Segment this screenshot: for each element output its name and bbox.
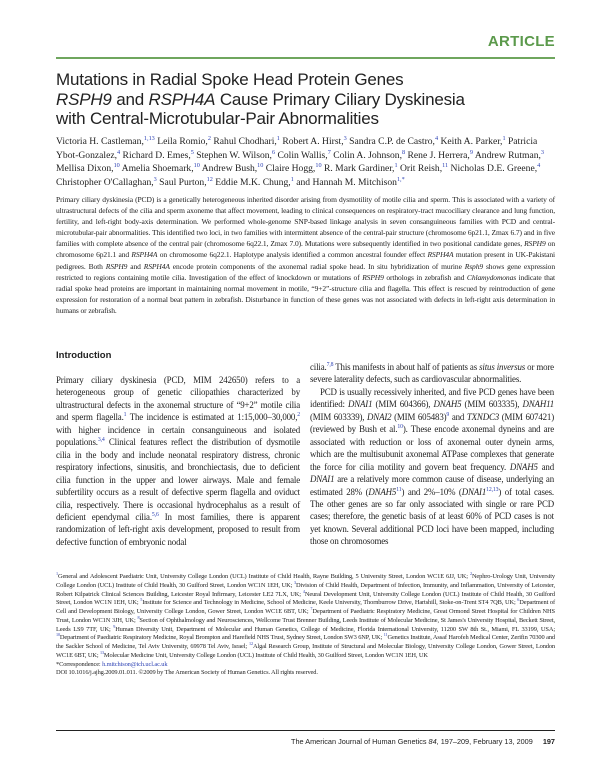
text-run: Mellisa Dixon, [56, 163, 114, 175]
text-run: Robert A. Hirst, [279, 136, 344, 147]
italic-term: DNAI1 [461, 486, 487, 497]
text-run: In most families, there is apparent randomization of left-right axis development, proposed to result from defective function of embryonic nodal [56, 511, 300, 547]
text-run: indicate that radial spoke head proteins are important in maintaining normal movement in motile, “9+2”-structure cilia and flagella. This effect is rescued by reintroduction of gene expression for restoration of a normal beat pattern in zebrafish. Disturbance in function of these genes was not associated with defects in left-right axis determination in humans or zebrafish. [56, 272, 556, 315]
text-run: Clinical features reflect the distribution of dysmotile cilia in the body and include neonatal respiratory distress, chronic respiratory infections, sinusitis, and bronchiectasis, due to deficient cilia function in the upper and lower airways. Male and female subfertility occurs as a result of defective sperm flagella and oviduct cilia, respectively. There is occasional hydrocephalus as a result of deficient ependymal cilia. [56, 437, 300, 522]
reference-superscript: 5 [140, 597, 143, 603]
reference-superscript: 9 [113, 623, 116, 629]
italic-term: DNAH11 [522, 399, 555, 410]
doi-copyright: DOI 10.1016/j.ajhg.2009.01.011. ©2009 by The American Society of Human Genetics. All rights reserved. [56, 669, 318, 677]
reference-superscript: 10 [193, 162, 200, 169]
reference-superscript: 1,13 [143, 134, 155, 142]
italic-term: Rsph9 [464, 261, 484, 271]
text-run: Saul Purton, [156, 176, 207, 188]
reference-superscript: 10 [257, 162, 264, 169]
text-run: encode protein components of the axonemal radial spoke head. In situ hybridization of murine [169, 261, 465, 271]
italic-term: RSPH9 [362, 272, 384, 282]
affiliations [56, 570, 556, 661]
reference-superscript[interactable]: 5,6 [151, 512, 159, 519]
reference-superscript: 6 [517, 597, 520, 603]
reference-superscript: 4 [117, 148, 121, 156]
text-run: Keith A. Parker, [438, 136, 503, 147]
correspondence [56, 661, 555, 670]
italic-term: RSPH4A [427, 250, 454, 260]
reference-superscript: 7 [327, 148, 331, 156]
text-run: The incidence is estimated at 1:15,000–30,000, [126, 412, 298, 423]
text-run: Leila Romio, [154, 136, 208, 147]
reference-superscript: 1 [394, 162, 398, 169]
reference-superscript[interactable]: 2 [297, 412, 300, 419]
reference-superscript[interactable]: 10 [397, 424, 403, 431]
text-run: and [127, 261, 144, 271]
text-run: Department of Paediatric Respiratory Medicine, Great Ormond Street Hospital for Children NHS Trust, London WC1N 3JH, UK; [56, 608, 555, 624]
text-run: Algal Research Group, Institute of Structural and Molecular Biology, University College London, Gower Street, London WC1E 6BT, UK; [56, 643, 555, 659]
reference-superscript: 3 [153, 175, 157, 183]
text-run: Christopher O'Callaghan, [56, 176, 154, 188]
text-run: Sandra C.P. de Castro, [346, 136, 435, 147]
text-run: and Hannah M. Mitchison [293, 176, 397, 188]
reference-superscript: 2 [469, 570, 472, 576]
text-run: Richard D. Emes, [120, 149, 191, 161]
text-run: and [449, 411, 467, 422]
reference-superscript: 2 [207, 134, 211, 142]
text-run: Department of Paediatric Respiratory Medicine, Royal Brompton and Harefield NHS Trust, Sydney Street, London SW3 6NP, UK; [59, 634, 384, 642]
italic-term: RSPH9 [56, 89, 112, 109]
text-run: orthologs in zebrafish and [383, 272, 467, 282]
body-paragraph [310, 386, 554, 548]
text-run: Department of Cell and Development Biology, University College London, Gower Street, London WC1E 6BT, UK; [56, 599, 556, 615]
italic-term: RSPH9 [105, 261, 128, 271]
text-run: on chromosome 6q22.1. Haplotype analysis identified a common ancestral founder effect [157, 250, 428, 260]
body-column-left [56, 374, 300, 548]
italic-term: RSPH4A [131, 250, 158, 260]
text-run: Cause Primary Ciliary Dyskinesia [215, 89, 465, 109]
body-column-right [310, 361, 554, 548]
text-run: Neural Development Unit, University College London (UCL) Institute of Child Health, 30 Guilford Street, London WC1N 1EH, UK; [56, 590, 555, 607]
reference-superscript: 4 [537, 162, 541, 169]
text-run: ) of total cases. The other genes are so far only associated with single or rare PCD cases; therefore, the genetic basis of at least 60% of PCD cases is not yet known. Several additional PCD loci have been mapped, including those on chromosomes [310, 486, 554, 547]
italic-term: Chlamydomonas [466, 272, 517, 282]
text-run: (MIM 603335), [461, 399, 523, 410]
italic-term: RSPH9 [524, 239, 546, 249]
reference-superscript: 11 [442, 162, 449, 169]
reference-superscript: 8 [401, 148, 406, 156]
reference-superscript: 3 [293, 579, 296, 585]
text-run: Rene J. Herrera, [405, 149, 470, 161]
text-run: Primary ciliary dyskinesia (PCD) is a genetically heterogeneous inherited disorder arising from dysmotility of motile cilia and sperm. This is associated with a variety of ultrastructural defects of the cilia and sperm axoneme that affect movement, leading to clinical consequences on respiratory-tract mucociliary clearance and lung function, fertility, and left-right body-axis determination. We performed whole-genome SNP-based linkage analysis in seven consanguineous families with PCD and central-microtubular-pair abnormalities. This identified two loci, in two families with intermittent absence of the central-pair structure (chromosome 6p21.1, Zmax 6.7) and in five families with complete absence of the central pair (chromosome 6q22.1, Zmax 7.0). Mutations were subsequently identified in two positional candidate genes, [56, 195, 555, 249]
body-paragraph [56, 374, 300, 548]
text-run: Claire Hogg, [263, 163, 316, 175]
reference-superscript[interactable]: 11 [396, 486, 402, 493]
reference-superscript: 1 [290, 175, 294, 183]
article-title [56, 70, 536, 129]
italic-term: situs inversus [479, 362, 526, 372]
reference-superscript[interactable]: 7,8 [326, 362, 334, 369]
text-run: or more severe laterality defects, such as cardiovascular abnormalities. [310, 362, 554, 385]
reference-superscript: 9 [469, 148, 473, 156]
reference-superscript: 1 [276, 134, 280, 142]
text-run: Division of Child Health, Department of Infection, Immunity, and Inflammation, University of Leicester, Robert Kilpatrick Clinical Sciences Building, Leicester Royal Infirmary, Leicester LE2 7LX, UK; [56, 581, 555, 598]
text-run: Victoria H. Castleman, [56, 136, 144, 147]
text-run: Stephen W. Wilson, [193, 149, 272, 161]
reference-superscript[interactable]: 9 [446, 411, 450, 418]
text-run: Nicholas D.E. Greene, [448, 163, 538, 175]
text-run: R. Mark Gardiner, [321, 163, 395, 175]
text-run: Eddie M.K. Chung, [212, 176, 291, 188]
text-run: General and Adolescent Paediatric Unit, University College London (UCL) Institute of Child Health, Rayne Building, 5 University Street, London WC1E 6JJ, UK; [57, 573, 470, 580]
correspondence-email-link[interactable]: h.mitchison@ich.ucl.ac.uk [102, 660, 168, 668]
journal-name: The American Journal of Human Genetics [291, 737, 429, 746]
italic-term: RSPH4A [148, 89, 216, 109]
reference-superscript: 4 [434, 134, 439, 142]
page-number: 197 [542, 737, 555, 746]
text-run: Genetics Institute, Assaf Harofeh Medical Center, Zerifin 70300 and the Sackler School of Medicine, Tel Aviv University, 69978 Tel Aviv, Israel; [56, 634, 555, 650]
text-run: Amelia Shoemark, [119, 163, 194, 175]
text-run: Nephro-Urology Unit, University College London (UCL) Institute of Child Health, 30 Guilford Street, London WC1N 1EH, UK; [56, 573, 555, 589]
text-run: Molecular Medicine Unit, University College London (UCL) Institute of Child Health, 30 Guilford Street, London WC1N 1EH, UK [103, 651, 428, 659]
reference-superscript: 3 [540, 148, 545, 156]
reference-superscript: 4 [302, 588, 305, 594]
italic-term: DNAI1 [347, 399, 373, 410]
text-run: (MIM 605483) [391, 411, 447, 422]
text-run: mutation present in UK-Pakistani pedigrees. Both [56, 250, 555, 271]
italic-term: DNAH5 [509, 461, 538, 472]
text-run: Andrew Rutman, [472, 149, 541, 161]
author-list [56, 135, 556, 189]
text-run: Mutations in Radial Spoke Head Protein Genes [56, 70, 404, 89]
text-run: Human Diversity Unit, Department of Molecular and Human Genetics, College of Medicine, Florida International University, 11200 SW 8th St., Miami, FL 33199, USA; [115, 625, 555, 633]
title-line [56, 109, 536, 129]
reference-superscript: 10 [315, 162, 322, 169]
section-label: ARTICLE [487, 33, 555, 50]
reference-superscript: 11 [383, 632, 388, 638]
text-run: and [111, 89, 149, 109]
reference-superscript: 1,* [396, 175, 405, 183]
abstract [56, 194, 555, 316]
text-run: PCD is usually recessively inherited, and five PCD genes have been identified: [310, 386, 554, 410]
header-rule [56, 57, 555, 59]
text-run: with Central-Microtubular-Pair Abnormalities [56, 109, 379, 128]
reference-superscript: 5 [190, 148, 194, 156]
text-run: (MIM 607421) (reviewed by Bush et al. [310, 411, 554, 435]
citation-details: , 197–209, February 13, 2009 [436, 737, 533, 746]
correspondence-label: *Correspondence: [56, 660, 103, 668]
reference-superscript: 1 [56, 570, 58, 576]
footnotes [56, 570, 556, 678]
text-run: Section of Ophthalmology and Neurosciences, Wellcome Trust Brenner Building, Leeds Institute of Molecular Medicine, St James's University Hospital, Beckett Street, Leeds LS9 7TF, UK; [56, 616, 556, 633]
italic-term: DNAI2 [367, 411, 392, 422]
reference-superscript: 7 [310, 605, 313, 611]
text-run: shows gene expression restricted to regions containing motile cilia. Investigation of the effect of knockdown or mutations of [56, 261, 555, 282]
reference-superscript: 12 [249, 640, 253, 646]
reference-superscript: 8 [137, 614, 140, 620]
italic-term: RSPH4A [143, 261, 170, 271]
text-run: Andrew Bush, [199, 163, 258, 175]
reference-superscript: 13 [100, 649, 104, 655]
reference-superscript: 10 [56, 632, 60, 638]
text-run: Patricia Ybot-Gonzalez, [56, 136, 538, 161]
text-run: with higher incidence in certain consanguineous and isolated populations. [56, 424, 300, 448]
text-run: cilia. [310, 362, 327, 372]
title-line [56, 90, 536, 110]
text-run: on chromosome 6p21.1 and [56, 239, 556, 260]
italic-term: DNAI1 [310, 474, 335, 485]
text-run: ) and 2%–10% ( [401, 486, 462, 497]
title-line [56, 70, 536, 90]
text-run: This manifests in about half of patients as [333, 362, 480, 372]
text-run: and [537, 461, 554, 472]
text-run: are a relatively more common cause of disease, underlying an estimated 28% ( [310, 474, 554, 497]
text-run: Colin Wallis, [275, 149, 328, 161]
italic-term: TXNDC3 [466, 411, 500, 422]
text-run: (MIM 604366), [372, 399, 434, 410]
reference-superscript[interactable]: 1 [123, 412, 127, 419]
text-run: Primary ciliary dyskinesia (PCD, MIM 242650) refers to a heterogeneous group of genetic ciliopathies characterized by ultrastructural defects in the axonemal structure of “9+2” motile cilia and sperm flagella. [56, 375, 300, 423]
page-footer [291, 737, 555, 746]
body-paragraph [310, 361, 554, 386]
reference-superscript: 6 [271, 148, 276, 156]
reference-superscript: 1 [502, 134, 506, 142]
text-run: (MIM 603339), [310, 411, 368, 422]
reference-superscript: 10 [113, 162, 120, 169]
journal-volume: 84 [428, 737, 437, 746]
reference-superscript: 12 [206, 175, 213, 183]
reference-superscript[interactable]: 3,4 [97, 437, 105, 444]
text-run: Institute for Science and Technology in Medicine, School of Medicine, Keele University, Thornburrow Drive, Hartshill, Stoke-on-Trent ST4 7QB, UK; [142, 599, 518, 607]
text-run: ). These encode axonemal dyneins and are associated with reduction or loss of axonemal outer dynein arms, which are the multisubunit axonemal ATPase complexes that generate the force for cilia motility and govern beat frequency. [310, 424, 555, 472]
text-run: Orit Reish, [397, 163, 443, 175]
reference-superscript: 3 [343, 134, 347, 142]
text-run: Colin A. Johnson, [330, 149, 402, 161]
footer-rule [56, 730, 555, 731]
italic-term: DNAH5 [368, 486, 397, 497]
section-heading-introduction: Introduction [56, 350, 112, 361]
italic-term: DNAH5 [433, 399, 462, 410]
text-run: Rahul Chodhari, [210, 136, 277, 147]
reference-superscript[interactable]: 12,13 [486, 486, 499, 493]
